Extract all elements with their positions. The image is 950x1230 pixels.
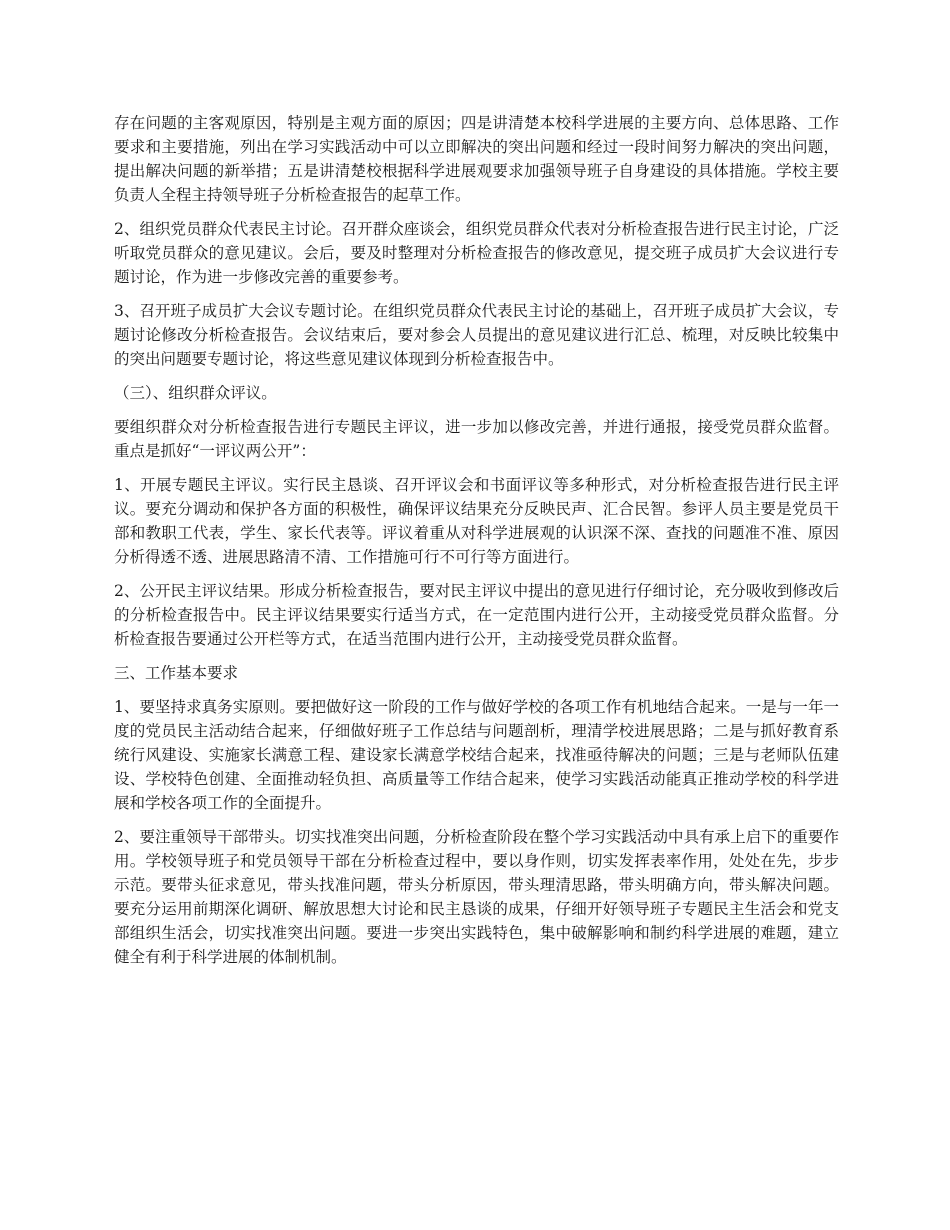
paragraph-publish-results: 2、公开民主评议结果。形成分析检查报告，要对民主评议中提出的意见进行仔细讨论，充分吸收到修改后的分析检查报告中。民主评议结果要实行适当方式，在一定范围内进行公开，主动接受党员群众监督。分析检查报告要通过公开栏等方式，在适当范围内进行公开，主动接受党员群众监督。 bbox=[114, 582, 839, 648]
paragraph-evaluation-intro: 要组织群众对分析检查报告进行专题民主评议，进一步加以修改完善，并进行通报，接受党员群众监督。重点是抓好“一评议两公开”： bbox=[114, 418, 839, 460]
document-body bbox=[114, 111, 839, 979]
paragraph-causes-and-directions: 存在问题的主客观原因，特别是主观方面的原因；四是讲清楚本校科学进展的主要方向、总体思路、工作要求和主要措施，列出在学习实践活动中可以立即解决的突出问题和经过一段时间努力解决的突出问题，提出解决问题的新举措；五是讲清楚校根据科学进展观要求加强领导班子自身建设的具体措施。学校主要负责人全程主持领导班子分析检查报告的起草工作。 bbox=[114, 114, 839, 204]
paragraph-democratic-discussion: 2、组织党员群众代表民主讨论。召开群众座谈会，组织党员群众代表对分析检查报告进行民主讨论，广泛听取党员群众的意见建议。会后，要及时整理对分析检查报告的修改意见，提交班子成员扩大会议进行专题讨论，作为进一步修改完善的重要参考。 bbox=[114, 220, 839, 286]
section-heading-mass-evaluation: （三）、组织群众评议。 bbox=[114, 384, 277, 402]
paragraph-special-evaluation: 1、开展专题民主评议。实行民主恳谈、召开评议会和书面评议等多种形式，对分析检查报告进行民主评议。要充分调动和保护各方面的积极性，确保评议结果充分反映民声、汇合民智。参评人员主要是党员干部和教职工代表，学生、家长代表等。评议着重从对科学进展观的认识深不深、查找的问题准不准、原因分析得透不透、进展思路清不清、工作措施可行不可行等方面进行。 bbox=[114, 476, 839, 566]
section-heading-basic-requirements: 三、工作基本要求 bbox=[114, 664, 239, 682]
paragraph-pragmatic-principle: 1、要坚持求真务实原则。要把做好这一阶段的工作与做好学校的各项工作有机地结合起来。一是与一年一度的党员民主活动结合起来，仔细做好班子工作总结与问题剖析，理清学校进展思路；二是与抓好教育系统行风建设、实施家长满意工程、建设家长满意学校结合起来，找准亟待解决的问题；三是与老师队伍建设、学校特色创建、全面推动轻负担、高质量等工作结合起来，使学习实践活动能真正推动学校的科学进展和学校各项工作的全面提升。 bbox=[114, 698, 839, 812]
paragraph-expanded-meeting: 3、召开班子成员扩大会议专题讨论。在组织党员群众代表民主讨论的基础上，召开班子成员扩大会议，专题讨论修改分析检查报告。会议结束后，要对参会人员提出的意见建议进行汇总、梳理，对反映比较集中的突出问题要专题讨论，将这些意见建议体现到分析检查报告中。 bbox=[114, 302, 839, 368]
paragraph-leaders-lead: 2、要注重领导干部带头。切实找准突出问题，分析检查阶段在整个学习实践活动中具有承上启下的重要作用。学校领导班子和党员领导干部在分析检查过程中，要以身作则，切实发挥表率作用，处处在先，步步示范。要带头征求意见，带头找准问题，带头分析原因，带头理清思路，带头明确方向，带头解决问题。要充分运用前期深化调研、解放思想大讨论和民主恳谈的成果，仔细开好领导班子专题民主生活会和党支部组织生活会，切实找准突出问题。要进一步突出实践特色，集中破解影响和制约科学进展的难题，建立健全有利于科学进展的体制机制。 bbox=[114, 828, 839, 966]
